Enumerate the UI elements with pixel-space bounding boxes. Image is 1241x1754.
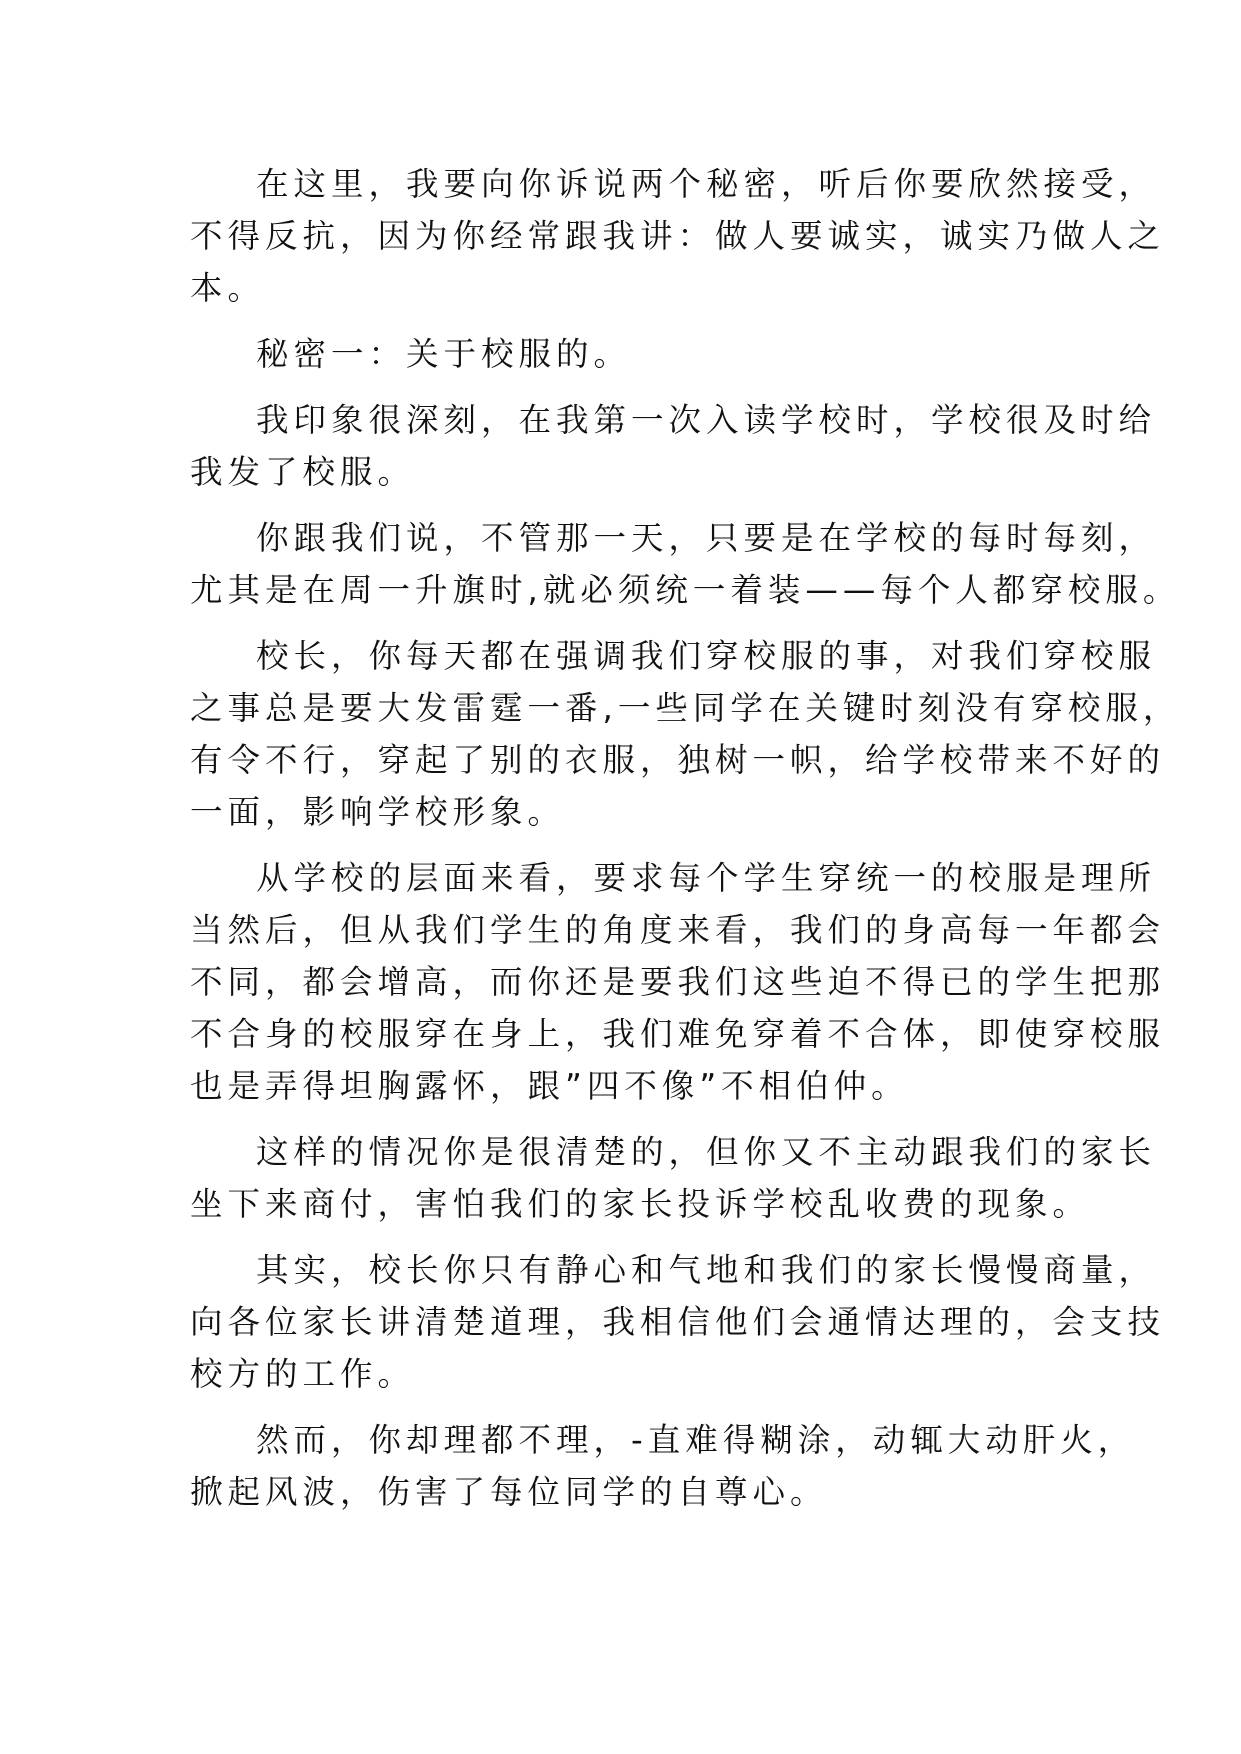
text-line: 你跟我们说，不管那一天，只要是在学校的每时每刻， <box>256 519 1157 557</box>
text-line: 不合身的校服穿在身上，我们难免穿着不合体，即使穿校服 <box>190 1015 1166 1053</box>
text-line: 校方的工作。 <box>190 1355 416 1393</box>
text-line: 尤其是在周一升旗时,就必须统一着装——每个人都穿校服。 <box>190 571 1181 609</box>
text-line: 之事总是要大发雷霆一番,一些同学在关键时刻没有穿校服， <box>190 689 1181 727</box>
text-line: 有令不行，穿起了别的衣服，独树一帜，给学校带来不好的 <box>190 741 1166 779</box>
text-line: 不同，都会增高，而你还是要我们这些迫不得已的学生把那 <box>190 963 1166 1001</box>
text-line: 我印象很深刻，在我第一次入读学校时，学校很及时给 <box>256 401 1157 439</box>
text-line: 秘密一：关于校服的。 <box>256 335 632 373</box>
text-line: 从学校的层面来看，要求每个学生穿统一的校服是理所 <box>256 859 1157 897</box>
document-body <box>190 158 1181 1518</box>
text-line: 当然后，但从我们学生的角度来看，我们的身高每一年都会 <box>190 911 1166 949</box>
text-line: 我发了校服。 <box>190 453 416 491</box>
text-line: 校长，你每天都在强调我们穿校服的事，对我们穿校服 <box>256 637 1157 675</box>
text-line: 这样的情况你是很清楚的，但你又不主动跟我们的家长 <box>256 1133 1157 1171</box>
text-line: 其实，校长你只有静心和气地和我们的家长慢慢商量， <box>256 1251 1157 1289</box>
text-line: 也是弄得坦胸露怀，跟”四不像”不相伯仲。 <box>190 1067 909 1105</box>
text-line: 本。 <box>190 269 266 307</box>
text-line: 向各位家长讲清楚道理，我相信他们会通情达理的，会支技 <box>190 1303 1166 1341</box>
text-line: 在这里，我要向你诉说两个秘密，听后你要欣然接受， <box>256 165 1157 203</box>
text-line: 掀起风波，伤害了每位同学的自尊心。 <box>190 1473 828 1511</box>
text-line: 一面，影响学校形象。 <box>190 793 566 831</box>
text-line: 然而，你却理都不理，-直难得糊涂，动辄大动肝火， <box>256 1421 1136 1459</box>
text-line: 坐下来商付，害怕我们的家长投诉学校乱收费的现象。 <box>190 1185 1091 1223</box>
text-line: 不得反抗，因为你经常跟我讲：做人要诚实，诚实乃做人之 <box>190 217 1166 255</box>
